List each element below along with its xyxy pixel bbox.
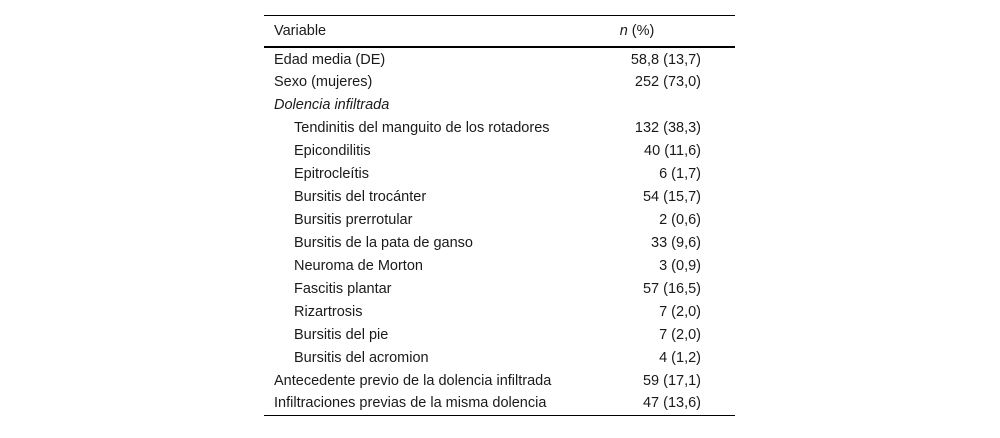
section-heading-label: Dolencia infiltrada (274, 96, 390, 113)
patient-characteristics-table (264, 15, 735, 416)
row-label: Edad media (DE) (274, 52, 386, 68)
row-value: 40 (11,6) (644, 142, 701, 159)
row-label: Rizartrosis (294, 303, 363, 320)
data-table-container (264, 15, 735, 416)
row-label: Bursitis del pie (294, 326, 389, 343)
row-value: 252 (73,0) (634, 73, 701, 90)
table-row (264, 369, 735, 392)
row-label: Infiltraciones previas de la misma dolencia (274, 395, 547, 412)
header-variable: Variable (274, 23, 327, 39)
row-label: Antecedente previo de la dolencia infiltrada (274, 372, 552, 389)
row-value: 3 (0,9) (659, 257, 701, 274)
row-value: 57 (16,5) (642, 280, 701, 297)
table-row (264, 277, 735, 300)
row-label: Tendinitis del manguito de los rotadores (294, 119, 550, 136)
table-row (264, 185, 735, 208)
table-row-section-heading (264, 93, 735, 116)
row-value: 59 (17,1) (642, 372, 701, 389)
row-value: 4 (1,2) (659, 349, 701, 366)
table-row (264, 323, 735, 346)
row-label: Sexo (mujeres) (274, 73, 373, 90)
row-value: 33 (9,6) (651, 234, 701, 251)
row-label: Epicondilitis (294, 142, 371, 159)
table-row (264, 231, 735, 254)
row-value: 7 (2,0) (659, 303, 701, 320)
row-value: 54 (15,7) (642, 188, 701, 205)
row-value: 132 (38,3) (634, 119, 701, 136)
row-value: 2 (0,6) (659, 211, 701, 228)
header-n-percent (610, 16, 735, 48)
header-percent-label: (%) (627, 23, 655, 39)
row-label: Bursitis del trocánter (294, 188, 427, 205)
table-header-row (264, 16, 735, 48)
row-value: 7 (2,0) (659, 326, 701, 343)
row-label: Epitrocleítis (294, 165, 369, 182)
row-value: 6 (1,7) (659, 165, 701, 182)
row-value: 58,8 (13,7) (630, 52, 701, 68)
table-row (264, 300, 735, 323)
table-row (264, 346, 735, 369)
table-row (264, 139, 735, 162)
header-n-symbol: n (619, 23, 628, 39)
table-row (264, 47, 735, 70)
row-label: Bursitis prerrotular (294, 211, 413, 228)
table-row (264, 254, 735, 277)
row-label: Bursitis de la pata de ganso (294, 234, 473, 251)
row-value: 47 (13,6) (642, 395, 701, 412)
table-row (264, 162, 735, 185)
table-row (264, 208, 735, 231)
row-label: Neuroma de Morton (294, 257, 423, 274)
row-label: Bursitis del acromion (294, 349, 429, 366)
row-label: Fascitis plantar (294, 280, 392, 297)
table-row (264, 116, 735, 139)
row-value (610, 93, 735, 116)
table-row (264, 392, 735, 415)
table-row (264, 70, 735, 93)
